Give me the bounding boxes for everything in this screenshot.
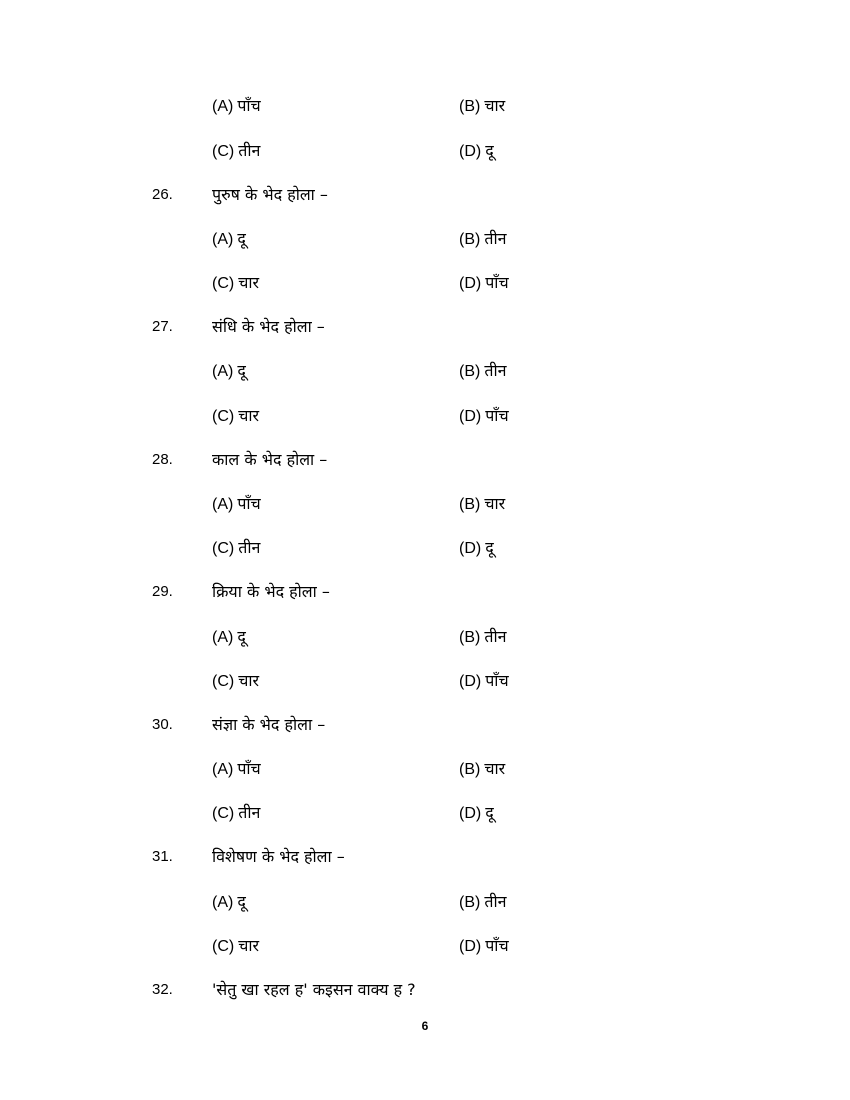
option-b [459, 227, 506, 249]
option-text: चार [484, 494, 506, 513]
option-letter: (B) [459, 629, 481, 646]
option-d [459, 404, 509, 426]
option-letter: (A) [212, 363, 234, 380]
option-a [212, 227, 246, 249]
option-text: तीन [238, 803, 261, 822]
option-text: दू [485, 141, 494, 160]
option-b [459, 94, 505, 116]
question-row [0, 978, 850, 1006]
option-text: तीन [238, 141, 261, 160]
option-row [0, 271, 850, 299]
option-text: पाँच [237, 494, 261, 513]
option-letter: (B) [459, 231, 481, 248]
option-row [0, 669, 850, 697]
option-d [459, 139, 494, 161]
option-a [212, 890, 246, 912]
option-d [459, 669, 509, 691]
option-c [212, 801, 260, 823]
option-row [0, 934, 850, 962]
question-text: काल के भेद होला – [212, 450, 328, 469]
question-row [0, 845, 850, 873]
option-c [212, 669, 259, 691]
option-text: पाँच [485, 406, 509, 425]
option-row [0, 359, 850, 387]
option-d [459, 934, 509, 956]
option-b [459, 625, 506, 647]
option-a [212, 94, 261, 116]
option-letter: (C) [212, 805, 235, 822]
question-number: 27. [152, 318, 173, 335]
question-number: 30. [152, 716, 173, 733]
option-letter: (D) [459, 673, 482, 690]
option-d [459, 801, 494, 823]
option-letter: (D) [459, 275, 482, 292]
option-letter: (B) [459, 894, 481, 911]
option-a [212, 757, 261, 779]
option-letter: (A) [212, 98, 234, 115]
option-text: दू [237, 892, 246, 911]
option-letter: (D) [459, 540, 482, 557]
option-letter: (C) [212, 673, 235, 690]
option-b [459, 492, 505, 514]
option-text: दू [237, 627, 246, 646]
option-letter: (A) [212, 761, 234, 778]
option-d [459, 536, 494, 558]
question-row [0, 580, 850, 608]
page-number: 6 [421, 1019, 429, 1033]
option-row [0, 801, 850, 829]
option-text: चार [238, 671, 260, 690]
option-letter: (A) [212, 629, 234, 646]
option-letter: (D) [459, 805, 482, 822]
question-row [0, 183, 850, 211]
option-letter: (D) [459, 408, 482, 425]
option-text: तीन [484, 361, 507, 380]
option-letter: (B) [459, 761, 481, 778]
option-c [212, 271, 259, 293]
question-number: 28. [152, 451, 173, 468]
option-b [459, 757, 505, 779]
option-letter: (D) [459, 938, 482, 955]
option-letter: (B) [459, 98, 481, 115]
option-text: दू [237, 229, 246, 248]
question-row [0, 448, 850, 476]
question-text: संज्ञा के भेद होला – [212, 715, 326, 734]
option-text: पाँच [485, 273, 509, 292]
option-row [0, 492, 850, 520]
question-row [0, 315, 850, 343]
option-row [0, 536, 850, 564]
option-c [212, 536, 260, 558]
option-row [0, 227, 850, 255]
option-d [459, 271, 509, 293]
option-text: चार [484, 759, 506, 778]
question-number: 32. [152, 981, 173, 998]
option-letter: (D) [459, 143, 482, 160]
option-a [212, 625, 246, 647]
option-text: तीन [484, 229, 507, 248]
option-letter: (C) [212, 143, 235, 160]
option-letter: (A) [212, 894, 234, 911]
option-row [0, 890, 850, 918]
question-number: 26. [152, 186, 173, 203]
option-text: पाँच [237, 759, 261, 778]
option-letter: (C) [212, 275, 235, 292]
option-row [0, 757, 850, 785]
option-text: दू [485, 538, 494, 557]
option-c [212, 404, 259, 426]
question-text: विशेषण के भेद होला – [212, 847, 345, 866]
option-text: चार [238, 406, 260, 425]
option-b [459, 359, 506, 381]
option-text: तीन [238, 538, 261, 557]
option-row [0, 94, 850, 122]
question-number: 29. [152, 583, 173, 600]
option-row [0, 625, 850, 653]
option-a [212, 492, 261, 514]
option-letter: (B) [459, 363, 481, 380]
question-row [0, 713, 850, 741]
option-c [212, 139, 260, 161]
option-a [212, 359, 246, 381]
question-text: 'सेतु खा रहल ह' कइसन वाक्य ह ? [212, 980, 416, 999]
option-text: चार [238, 273, 260, 292]
option-letter: (C) [212, 938, 235, 955]
option-text: दू [485, 803, 494, 822]
option-letter: (C) [212, 408, 235, 425]
option-letter: (B) [459, 496, 481, 513]
option-text: चार [484, 96, 506, 115]
option-text: पाँच [485, 936, 509, 955]
option-row [0, 139, 850, 167]
option-text: पाँच [237, 96, 261, 115]
option-b [459, 890, 506, 912]
question-text: क्रिया के भेद होला – [212, 582, 330, 601]
question-text: पुरुष के भेद होला – [212, 185, 328, 204]
option-text: चार [238, 936, 260, 955]
option-text: तीन [484, 627, 507, 646]
option-text: तीन [484, 892, 507, 911]
option-letter: (A) [212, 231, 234, 248]
option-letter: (C) [212, 540, 235, 557]
option-c [212, 934, 259, 956]
option-text: पाँच [485, 671, 509, 690]
option-text: दू [237, 361, 246, 380]
question-number: 31. [152, 848, 173, 865]
question-text: संधि के भेद होला – [212, 317, 325, 336]
option-letter: (A) [212, 496, 234, 513]
option-row [0, 404, 850, 432]
